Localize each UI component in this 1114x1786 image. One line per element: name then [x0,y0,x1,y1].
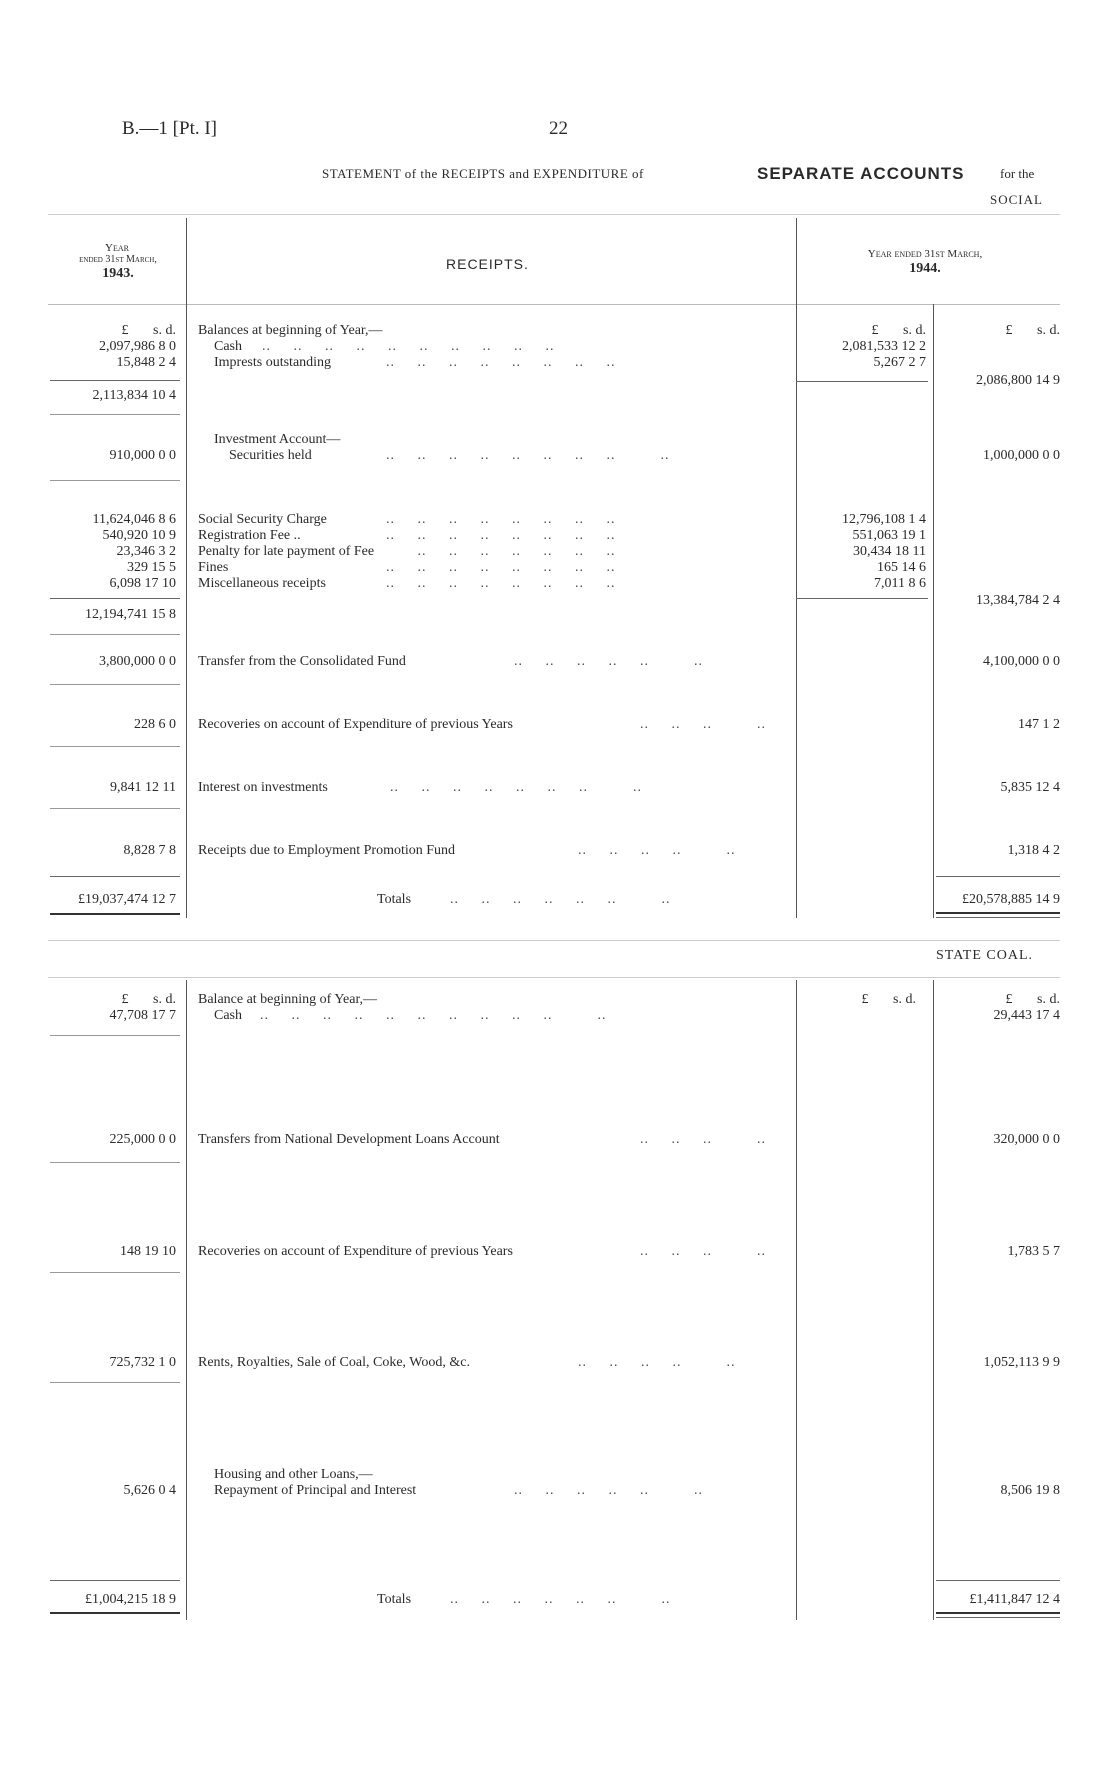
investment-heading: Investment Account— [214,432,341,447]
charge-1943: 23,346 3 2 [116,544,176,559]
row-rule [50,808,180,809]
section-heading-social: SOCIAL [990,192,1043,207]
recoveries-label: Recoveries on account of Expenditure of previous Years [198,717,513,732]
row-rule [50,746,180,747]
transfer-1944: 4,100,000 0 0 [983,654,1060,669]
pound-unit: £ [121,323,129,338]
totals-double-rule [936,917,1060,918]
leader-dots: .. .. .. .. .. .. .. .. [390,780,642,795]
pound-unit: £ [1005,323,1013,338]
coal-recoveries-label: Recoveries on account of Expenditure of previous Years [198,1244,513,1259]
employment-label: Receipts due to Employment Promotion Fund [198,843,456,858]
coal-recoveries-1944: 1,783 5 7 [1007,1244,1060,1259]
section-divider [48,940,1060,941]
coal-rents-1944: 1,052,113 9 9 [983,1355,1060,1370]
page-reference: B.—1 [Pt. I] [122,118,217,139]
totals-top-rule [936,876,1060,877]
recoveries-1943: 228 6 0 [134,717,176,732]
totals-1943: £19,037,474 12 7 [78,892,176,907]
row-rule [50,1035,180,1036]
leader-dots: .. .. .. .. .. .. .. .. [386,355,616,370]
row-rule [50,480,180,481]
leader-dots: .. .. .. .. .. [578,1355,736,1370]
cash-1944: 2,081,533 12 2 [842,339,926,354]
units-1944-b [936,323,1060,339]
row-rule [50,684,180,685]
d-unit: d. [1049,323,1060,338]
subtotal-rule [796,598,928,599]
row-rule [50,1272,180,1273]
charges-1943 [40,512,176,592]
charge-label: Fines [198,560,229,575]
header-right-year: 1944. [909,261,941,276]
leader-dots: .. .. .. .. .. .. .. .. .. [386,448,670,463]
balances-total-1943: 2,113,834 10 4 [92,388,176,403]
charge-1944: 12,796,108 1 4 [842,512,926,527]
header-receipts: RECEIPTS. [446,256,529,272]
investment-1944: 1,000,000 0 0 [983,448,1060,463]
coal-housing-1944: 8,506 19 8 [1000,1483,1060,1498]
s-unit: s. [1037,992,1046,1007]
leader-dots: .. .. .. .. [640,1244,766,1259]
charge-1943: 329 15 5 [127,560,176,575]
coal-rents-label: Rents, Royalties, Sale of Coal, Coke, Wood, &c. [198,1355,470,1370]
recoveries-1944: 147 1 2 [1018,717,1060,732]
units-1944-a [800,323,926,339]
d-unit: d. [1049,992,1060,1007]
coal-recoveries-1943: 148 19 10 [120,1244,176,1259]
d-unit: d. [165,323,176,338]
header-top-rule [48,214,1060,215]
charges-total-1943: 12,194,741 15 8 [85,607,176,622]
charges-1944 [790,512,926,592]
s-unit: s. [1037,323,1046,338]
cash-label: Cash [214,339,242,354]
coal-totals-1943: £1,004,215 18 9 [85,1592,176,1607]
page-number: 22 [549,118,568,139]
leader-dots: .. .. .. .. [640,1132,766,1147]
leader-dots: .. .. .. .. .. .. .. .. .. .. [262,339,555,354]
statement-title-part3: for the [1000,166,1035,181]
coal-units-1943 [60,992,176,1008]
row-rule [50,1162,180,1163]
header-left-year-label: Year [105,242,129,254]
coal-transfers-label: Transfers from National Development Loans Account [198,1132,500,1147]
pound-unit: £ [121,992,129,1007]
pound-unit: £ [1005,992,1013,1007]
header-right-ended: Year ended 31st March, [867,248,983,260]
coal-transfers-1944: 320,000 0 0 [993,1132,1060,1147]
charge-label: Registration Fee .. [198,528,301,543]
totals-double-rule [50,913,180,915]
statement-title-part1: STATEMENT of the RECEIPTS and EXPENDITURE of [322,166,644,181]
header-left-ended: ended 31st March, [79,254,157,265]
s-unit: s. [903,323,912,338]
coal-housing-heading: Housing and other Loans,— [214,1467,373,1482]
pound-unit: £ [871,323,879,338]
s-unit: s. [153,992,162,1007]
securities-label: Securities held [229,448,312,463]
leader-dots: .. .. .. .. .. .. [514,654,703,669]
leader-dots: .. .. .. .. .. .. .. [450,892,671,907]
imprests-label: Imprests outstanding [214,355,332,370]
interest-1944: 5,835 12 4 [1000,780,1060,795]
charges-labels [198,512,374,592]
coal-totals-label: Totals [377,1592,412,1607]
coal-col-divider-right [796,980,797,1620]
coal-units-1944-b [936,992,1060,1008]
d-unit: d. [915,323,926,338]
coal-transfers-1943: 225,000 0 0 [109,1132,176,1147]
charge-label: Miscellaneous receipts [198,576,326,591]
imprests-1943: 15,848 2 4 [116,355,176,370]
coal-rents-1943: 725,732 1 0 [109,1355,176,1370]
header-bottom-rule [48,304,1060,305]
coal-totals-double-rule [936,1612,1060,1614]
section-heading-state-coal: STATE COAL. [936,948,1033,963]
coal-cash-label: Cash [214,1008,242,1023]
coal-totals-double-rule [936,1617,1060,1618]
coal-col-divider-left [186,980,187,1620]
charge-label: Social Security Charge [198,512,327,527]
totals-label: Totals [377,892,412,907]
balances-heading: Balances at beginning of Year,— [198,323,383,338]
section-header-rule [48,977,1060,978]
leader-dots: .. .. .. .. [640,717,766,732]
coal-cash-1944: 29,443 17 4 [993,1008,1060,1023]
col-divider-sub [933,304,934,918]
charge-1944: 30,434 18 11 [853,544,926,559]
coal-units-1944-a [800,992,916,1008]
subtotal-rule [50,598,180,599]
balances-total-1944: 2,086,800 14 9 [976,373,1060,388]
coal-housing-1943: 5,626 0 4 [123,1483,176,1498]
totals-double-rule [936,912,1060,914]
coal-totals-top-rule [936,1580,1060,1581]
leader-dots: .. .. .. .. .. .. [514,1483,703,1498]
leader-dots: .. .. .. .. .. .. .. .. .. .. .. [260,1008,607,1023]
subtotal-rule [796,381,928,382]
totals-top-rule [50,876,180,877]
units-1943 [60,323,176,339]
leader-dots: .. .. .. .. .. .. .. .. .. .. .. .. .. .. .. .. .. .. .. .. .. .. .. .. .. .. .. .. .. .. .. .. .. .. .. .. .. .. .. [386,512,616,591]
totals-1944: £20,578,885 14 9 [962,892,1060,907]
statement-title-separate-accounts: SEPARATE ACCOUNTS [757,164,965,183]
header-left-year: 1943. [102,266,134,281]
imprests-1944: 5,267 2 7 [873,355,926,370]
coal-totals-1944: £1,411,847 12 4 [969,1592,1060,1607]
charge-1943: 6,098 17 10 [109,576,176,591]
charge-label: Penalty for late payment of Fee [198,544,375,559]
investment-1943: 910,000 0 0 [109,448,176,463]
row-rule [50,634,180,635]
d-unit: d. [905,992,916,1007]
transfer-label: Transfer from the Consolidated Fund [198,654,406,669]
interest-1943: 9,841 12 11 [110,780,176,795]
interest-label: Interest on investments [198,780,328,795]
coal-totals-top-rule [50,1580,180,1581]
charge-1944: 165 14 6 [877,560,926,575]
d-unit: d. [165,992,176,1007]
charge-1944: 7,011 8 6 [874,576,926,591]
cash-1943: 2,097,986 8 0 [99,339,176,354]
coal-housing-label: Repayment of Principal and Interest [214,1483,417,1498]
coal-col-divider-sub [933,980,934,1620]
row-rule [50,1382,180,1383]
pound-unit: £ [861,992,869,1007]
coal-balance-heading: Balance at beginning of Year,— [198,992,378,1007]
transfer-1943: 3,800,000 0 0 [99,654,176,669]
leader-dots: .. .. .. .. .. .. .. [450,1592,671,1607]
coal-cash-1943: 47,708 17 7 [109,1008,176,1023]
charge-1944: 551,063 19 1 [852,528,926,543]
s-unit: s. [153,323,162,338]
subtotal-rule [50,380,180,381]
s-unit: s. [893,992,902,1007]
employment-1943: 8,828 7 8 [123,843,176,858]
row-rule [50,414,180,415]
col-divider-left [186,218,187,918]
employment-1944: 1,318 4 2 [1007,843,1060,858]
charge-1943: 540,920 10 9 [102,528,176,543]
coal-totals-double-rule [50,1612,180,1614]
charge-1943: 11,624,046 8 6 [92,512,176,527]
leader-dots: .. .. .. .. .. [578,843,736,858]
charges-total-1944: 13,384,784 2 4 [976,593,1060,608]
